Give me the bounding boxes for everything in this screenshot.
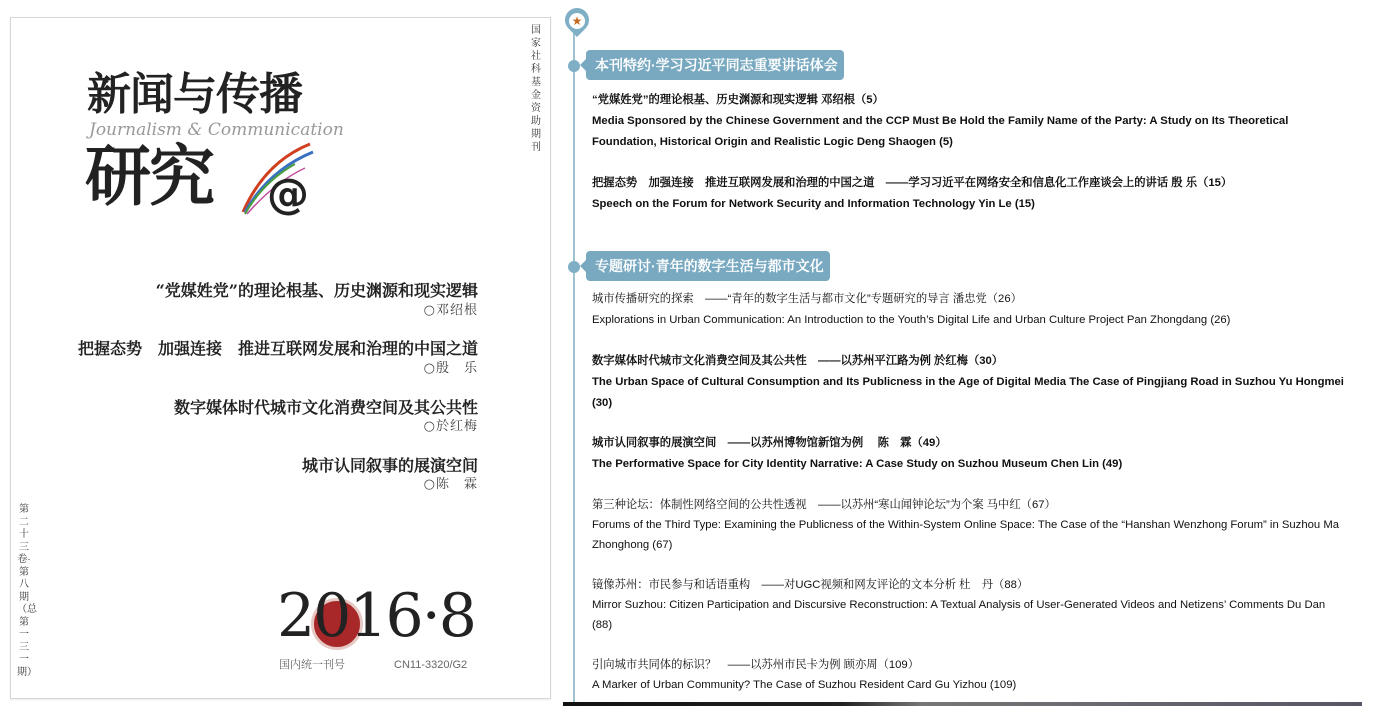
timeline-dot: [568, 261, 580, 273]
toc-item-en[interactable]: Explorations in Urban Communication: An Introduction to the Youth’s Digital Life and Urban Culture Project Pan Zhongdang (26): [592, 314, 1231, 326]
toc-item-en[interactable]: Speech on the Forum for Network Security and Information Technology Yin Le (15): [592, 198, 1035, 210]
toc-item-cn[interactable]: 把握态势 加强连接 推进互联网发展和治理的中国之道 ——学习习近平在网络安全和信息化工作座谈会上的讲话 殷 乐（15）: [592, 177, 1233, 189]
toc-item-cn[interactable]: 引向城市共同体的标识？ ——以苏州市民卡为例 顾亦周（109）: [592, 659, 920, 671]
toc-item-en[interactable]: A Marker of Urban Community? The Case of Suzhou Resident Card Gu Yizhou (109): [592, 679, 1017, 691]
masthead-en: Journalism & Communication: [89, 120, 344, 140]
masthead-cn-line2: 研究: [85, 137, 213, 215]
funding-note: 国家社科基金资助期刊: [531, 25, 541, 153]
cover-article-title: 城市认同叙事的展演空间: [301, 456, 478, 475]
cover-article-author: ○陈 霖: [423, 477, 478, 492]
table-of-contents: [563, 0, 1362, 704]
cover-article-author: ○於红梅: [423, 419, 478, 434]
toc-item-en[interactable]: Foundation, Historical Origin and Realistic Logic Deng Shaogen (5): [592, 136, 953, 148]
cover-article-author: ○殷 乐: [423, 361, 478, 376]
toc-item-en[interactable]: Mirror Suzhou: Citizen Participation and Discursive Reconstruction: A Textual Analysis of User-Generated Videos and Netizens’ Comments Du Dan: [592, 599, 1326, 611]
section-title[interactable]: 专题研讨·青年的数字生活与都市文化: [586, 251, 830, 281]
feather-logo-icon: [235, 142, 325, 222]
bottom-edge: [563, 702, 1362, 706]
cover-article-title: “党媒姓党”的理论根基、历史渊源和现实逻辑: [155, 281, 478, 300]
toc-item-cn[interactable]: 城市传播研究的探索 ——“青年的数字生活与都市文化”专题研究的导言 潘忠党（26）: [592, 293, 1022, 305]
journal-cover: [10, 17, 551, 699]
timeline-dot: [568, 60, 580, 72]
toc-item-en[interactable]: (30): [592, 397, 613, 409]
issue-number: 2016·8: [277, 581, 475, 651]
toc-item-cn[interactable]: 数字媒体时代城市文化消费空间及其公共性 ——以苏州平江路为例 於红梅（30）: [592, 355, 1004, 367]
masthead-at: @: [267, 169, 309, 218]
star-icon: ★: [569, 13, 585, 29]
timeline-line: [573, 30, 575, 704]
toc-item-en[interactable]: Media Sponsored by the Chinese Government and the CCP Must Be Hold the Family Name of the Party: A Study on Its Theoretical: [592, 115, 1289, 127]
toc-item-cn[interactable]: “党媒姓党”的理论根基、历史渊源和现实逻辑 邓绍根（5）: [592, 94, 884, 106]
cover-article-title: 把握态势 加强连接 推进互联网发展和治理的中国之道: [77, 339, 478, 358]
toc-item-en[interactable]: The Urban Space of Cultural Consumption and Its Publicness in the Age of Digital Media The Case of Pingjiang Road in Suzhou Yu Hongmei: [592, 376, 1344, 388]
toc-item-cn[interactable]: 第三种论坛：体制性网络空间的公共性透视 ——以苏州“寒山闻钟论坛”为个案 马中红（67）: [592, 499, 1056, 511]
volume-note: 第二十三卷·第八期（总第一三一期）: [17, 504, 37, 678]
toc-item-en[interactable]: The Performative Space for City Identity Narrative: A Case Study on Suzhou Museum Chen Lin (49): [592, 458, 1123, 470]
toc-item-cn[interactable]: 镜像苏州：市民参与和话语重构 ——对UGC视频和网友评论的文本分析 杜 丹（88）: [592, 579, 1029, 591]
section-title[interactable]: 本刊特约·学习习近平同志重要讲话体会: [586, 50, 844, 80]
masthead-cn-line1: 新闻与传播: [87, 69, 302, 120]
cover-article-title: 数字媒体时代城市文化消费空间及其公共性: [173, 398, 478, 417]
cover-article-author: ○邓绍根: [423, 303, 478, 318]
toc-item-en[interactable]: Zhonghong (67): [592, 539, 673, 551]
toc-item-en[interactable]: Forums of the Third Type: Examining the Publicness of the Within-System Online Space: The Case of the “Hanshan Wenzhong Forum” in Suzhou Ma: [592, 519, 1340, 531]
toc-item-cn[interactable]: 城市认同叙事的展演空间 ——以苏州博物馆新馆为例 陈 霖（49）: [592, 437, 947, 449]
toc-item-en[interactable]: (88): [592, 619, 613, 631]
issn-label: 国内统一刊号: [279, 659, 345, 671]
issn: CN11-3320/G2: [394, 659, 468, 671]
